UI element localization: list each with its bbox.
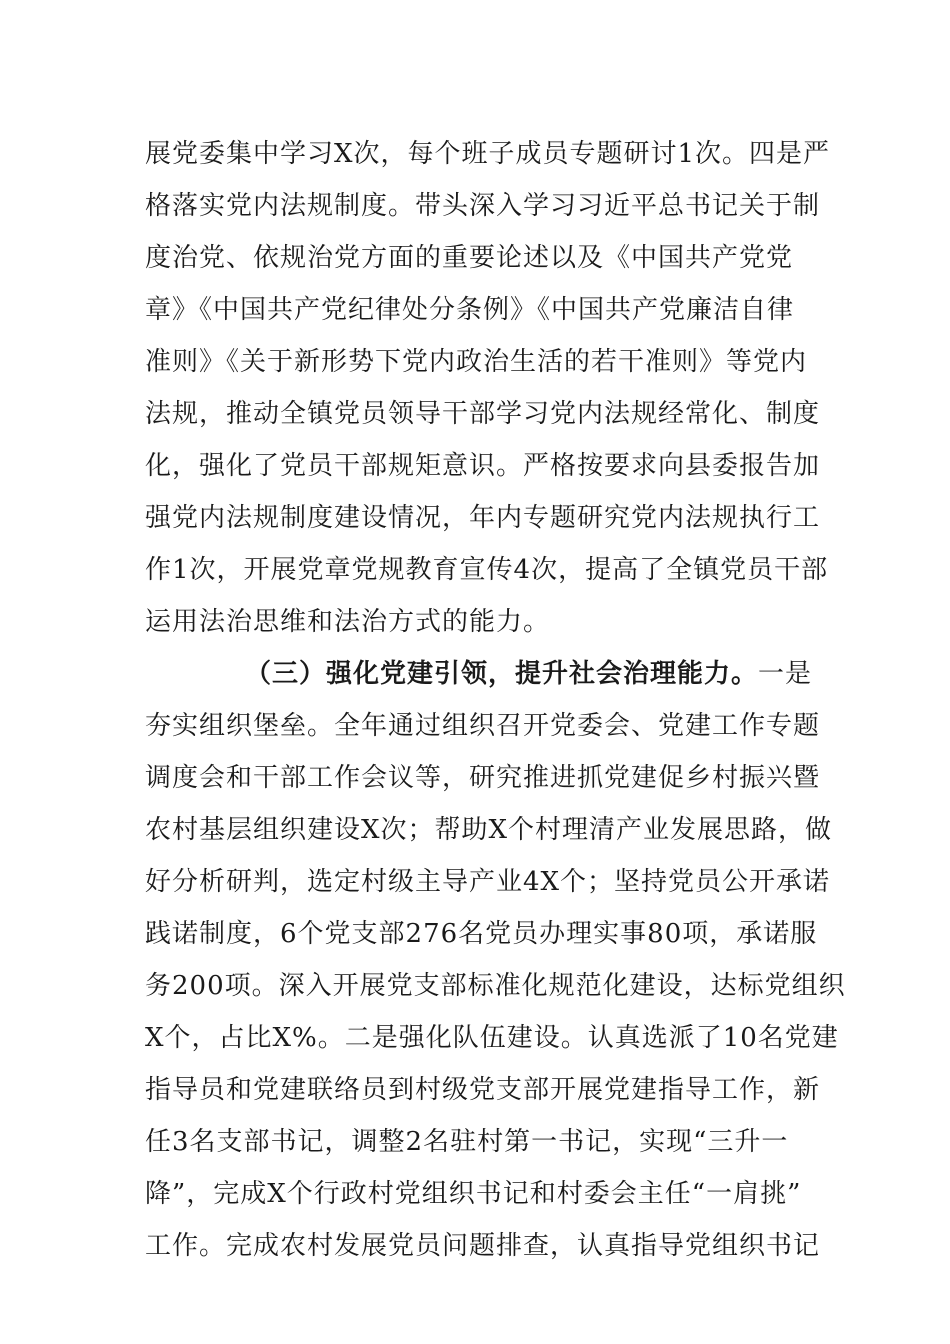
- paragraph-line: 农村基层组织建设X次；帮助X个村理清产业发展思路，做: [145, 815, 833, 845]
- paragraph-line: 作1次，开展党章党规教育宣传4次，提高了全镇党员干部: [145, 555, 829, 585]
- paragraph-line: 章》《中国共产党纪律处分条例》《中国共产党廉洁自律: [145, 295, 795, 325]
- paragraph-line: 法规，推动全镇党员领导干部学习党内法规经常化、制度: [145, 399, 821, 429]
- section-3-first-line-text: 一是: [758, 659, 813, 689]
- paragraph-line: 度治党、依规治党方面的重要论述以及《中国共产党党: [145, 243, 794, 273]
- paragraph-line: 调度会和干部工作会议等，研究推进抓党建促乡村振兴暨: [145, 763, 821, 793]
- section-3-first-line: [145, 656, 815, 692]
- paragraph-line: 任3名支部书记，调整2名驻村第一书记，实现“三升一: [145, 1127, 789, 1157]
- paragraph-line: 降”，完成X个行政村党组织书记和村委会主任“一肩挑”: [145, 1179, 802, 1209]
- paragraph-line: 夯实组织堡垒。全年通过组织召开党委会、党建工作专题: [145, 711, 821, 741]
- paragraph-line: 展党委集中学习X次，每个班子成员专题研讨1次。四是严: [145, 139, 831, 169]
- paragraph-line: 化，强化了党员干部规矩意识。严格按要求向县委报告加: [145, 451, 821, 481]
- section-3-heading: （三）强化党建引领，提升社会治理能力。: [245, 659, 759, 689]
- paragraph-line: 指导员和党建联络员到村级党支部开展党建指导工作，新: [145, 1075, 821, 1105]
- paragraph-line: 工作。完成农村发展党员问题排查，认真指导党组织书记: [145, 1231, 821, 1261]
- paragraph-line: 好分析研判，选定村级主导产业4X个；坚持党员公开承诺: [145, 867, 831, 897]
- paragraph-line: 践诺制度，6个党支部276名党员办理实事80项，承诺服: [145, 919, 818, 949]
- paragraph-line: 强党内法规制度建设情况，年内专题研究党内法规执行工: [145, 503, 821, 533]
- paragraph-line: X个，占比X%。二是强化队伍建设。认真选派了10名党建: [145, 1023, 839, 1053]
- paragraph-line: 格落实党内法规制度。带头深入学习习近平总书记关于制: [145, 191, 821, 221]
- paragraph-line: 运用法治思维和法治方式的能力。: [145, 607, 551, 637]
- paragraph-line: 务200项。深入开展党支部标准化规范化建设，达标党组织: [145, 971, 846, 1001]
- paragraph-line: 准则》《关于新形势下党内政治生活的若干准则》等党内: [145, 347, 808, 377]
